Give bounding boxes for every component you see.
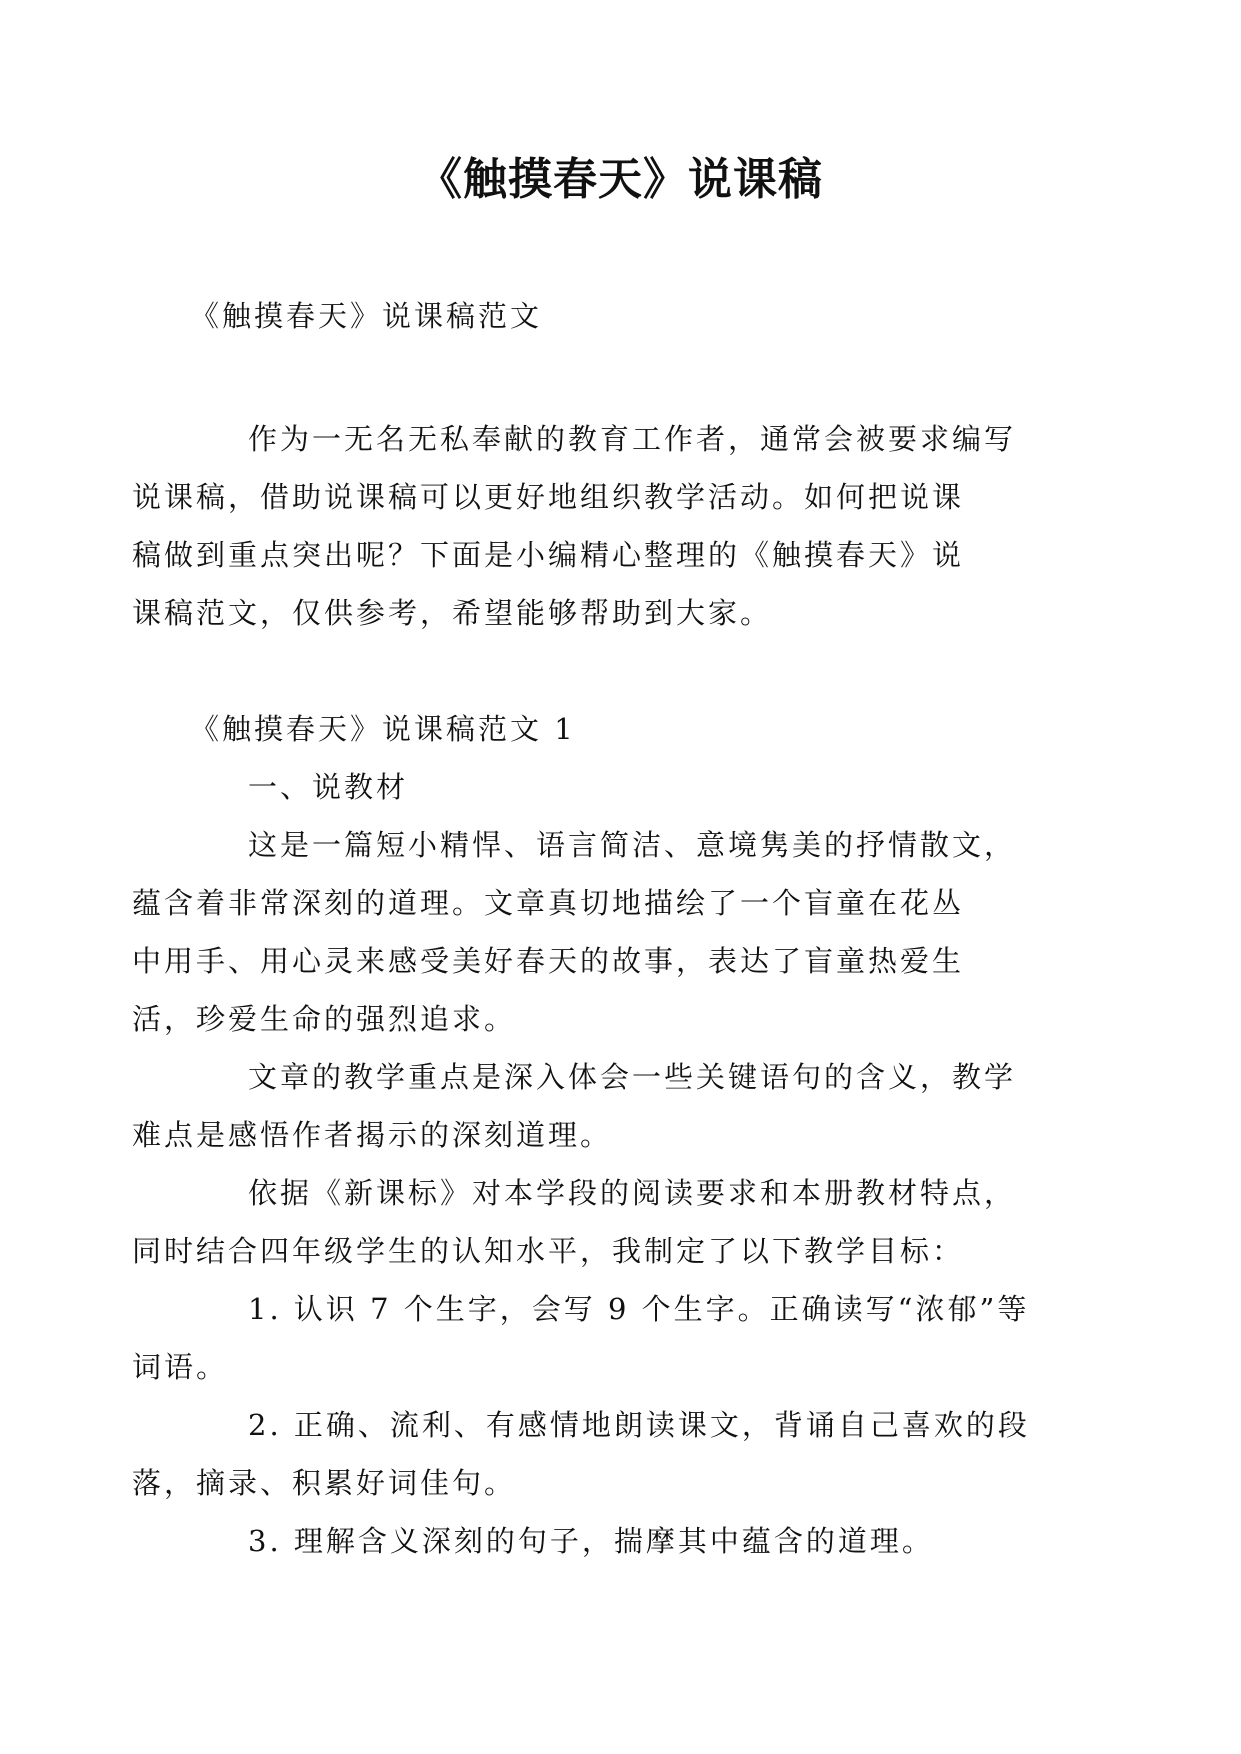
- part-heading: 一、说教材: [248, 770, 409, 804]
- objective-item: [190, 1512, 1050, 1570]
- intro-paragraph: [132, 410, 1050, 642]
- body-line: 3. 理解含义深刻的句子，揣摩其中蕴含的道理。: [248, 1524, 934, 1558]
- body-line: 2. 正确、流利、有感情地朗读课文，背诵自己喜欢的段: [248, 1408, 1030, 1442]
- intro-line: 稿做到重点突出呢？下面是小编精心整理的《触摸春天》说: [132, 538, 965, 572]
- body-paragraph: [132, 1048, 1050, 1164]
- intro-line: 说课稿，借助说课稿可以更好地组织教学活动。如何把说课: [132, 480, 965, 514]
- objective-item: [132, 1396, 1050, 1512]
- intro-text: [132, 410, 1050, 642]
- document-subtitle: 《触摸春天》说课稿范文: [190, 299, 543, 333]
- body-line: 词语。: [132, 1350, 229, 1384]
- body-paragraph: [132, 1164, 1050, 1280]
- section-body: [132, 700, 1050, 1570]
- intro-line: 作为一无名无私奉献的教育工作者，通常会被要求编写: [248, 422, 1017, 456]
- body-line: 1. 认识 7 个生字，会写 9 个生字。正确读写“浓郁”等: [248, 1292, 1030, 1326]
- body-line: 难点是感悟作者揭示的深刻道理。: [132, 1118, 613, 1152]
- intro-line: 课稿范文，仅供参考，希望能够帮助到大家。: [132, 596, 773, 630]
- body-line: 活，珍爱生命的强烈追求。: [132, 1002, 517, 1036]
- body-paragraph: [132, 816, 1050, 1048]
- body-line: 落，摘录、积累好词佳句。: [132, 1466, 517, 1500]
- body-line: 这是一篇短小精悍、语言简洁、意境隽美的抒情散文，: [248, 828, 1017, 862]
- objective-item: [132, 1280, 1050, 1396]
- document-title: 《触摸春天》说课稿: [418, 154, 823, 205]
- body-line: 文章的教学重点是深入体会一些关键语句的含义，教学: [248, 1060, 1017, 1094]
- section-heading: 《触摸春天》说课稿范文 1: [190, 712, 576, 746]
- body-line: 同时结合四年级学生的认知水平，我制定了以下教学目标：: [132, 1234, 965, 1268]
- body-line: 依据《新课标》对本学段的阅读要求和本册教材特点，: [248, 1176, 1017, 1210]
- body-line: 蕴含着非常深刻的道理。文章真切地描绘了一个盲童在花丛: [132, 886, 965, 920]
- body-line: 中用手、用心灵来感受美好春天的故事，表达了盲童热爱生: [132, 944, 965, 978]
